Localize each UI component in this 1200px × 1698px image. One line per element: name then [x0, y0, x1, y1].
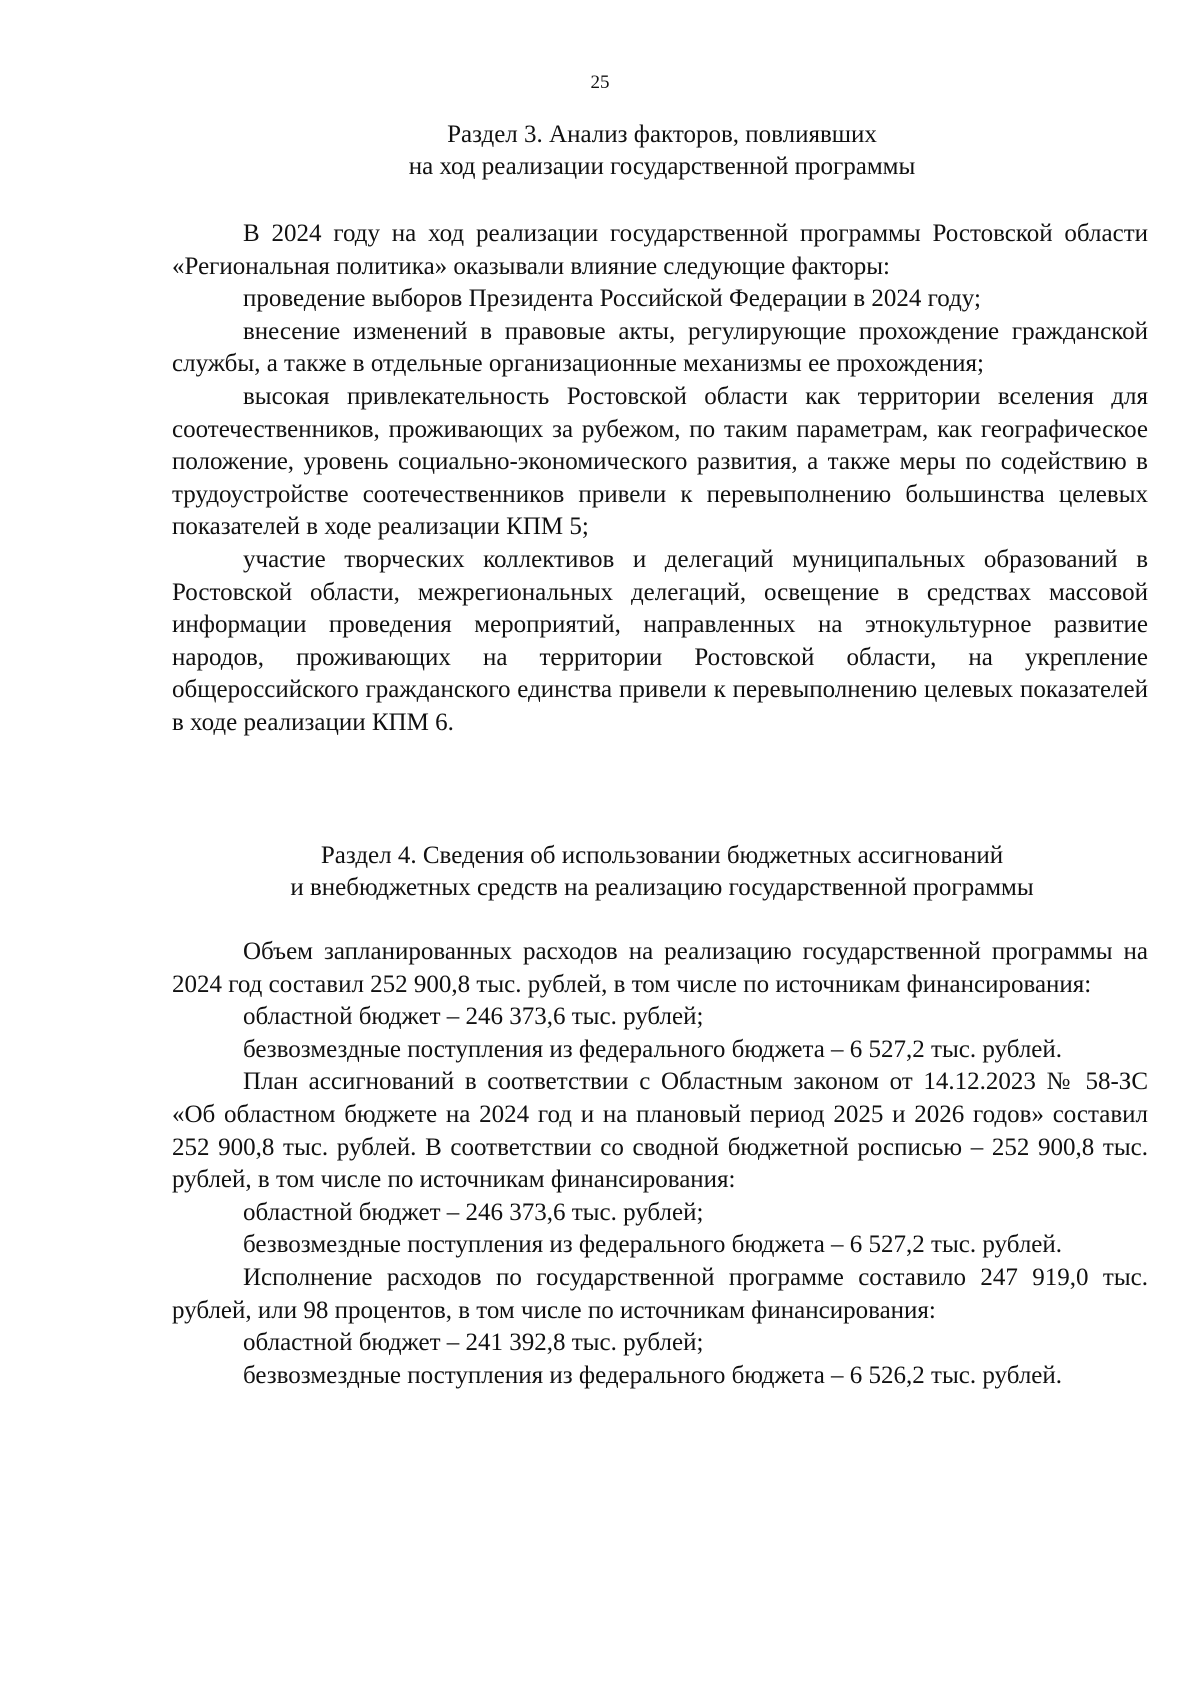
section-3-paragraph-elections: проведение выборов Президента Российской Федерации в 2024 году;	[243, 285, 981, 313]
page-number: 25	[590, 72, 610, 93]
section-4-paragraph-allocation-plan: План ассигнований в соответствии с Областным законом от 14.12.2023 № 58-ЗС «Об областном бюджете на 2024 год и на плановый период 2025 и 2026 годов» составил 252 900,8 тыс. рублей. В соответствии со сводной бюджетной росписью – 252 900,8 тыс. рублей, в том числе по источникам финансирования:	[172, 1068, 1148, 1194]
section-4-body	[172, 936, 1148, 1392]
section-4-heading	[172, 840, 1152, 904]
section-3-paragraph-compatriots: высокая привлекательность Ростовской области как территории вселения для соотечественников, проживающих за рубежом, по таким параметрам, как географическое положение, уровень социально-экономического развития, а также меры по содействию в трудоустройстве соотечественников привели к перевыполнению большинства целевых показателей в ходе реализации КПМ 5;	[172, 382, 1148, 541]
section-4-paragraph-planned-expenses: Объем запланированных расходов на реализацию государственной программы на 2024 год составил 252 900,8 тыс. рублей, в том числе по источникам финансирования:	[172, 938, 1148, 998]
section-3-paragraph-intro: В 2024 году на ход реализации государственной программы Ростовской области «Региональная политика» оказывали влияние следующие факторы:	[172, 220, 1148, 280]
section-3-heading-line-1: Раздел 3. Анализ факторов, повлиявших	[447, 121, 877, 148]
section-4-paragraph-regional-budget: областной бюджет – 246 373,6 тыс. рублей;	[243, 1198, 704, 1226]
section-3-heading	[172, 119, 1152, 183]
section-3-paragraph-legal-changes: внесение изменений в правовые акты, регулирующие прохождение гражданской службы, а также в отдельные организационные механизмы ее прохождения;	[172, 317, 1148, 378]
section-3-paragraph-ethnocultural: участие творческих коллективов и делегаций муниципальных образований в Ростовской области, межрегиональных делегаций, освещение в средствах массовой информации проведения мероприятий, направленных на этнокультурное развитие народов, проживающих на территории Ростовской области, на укрепление общероссийского гражданского единства привели к перевыполнению целевых показателей в ходе реализации КПМ 6.	[172, 545, 1148, 736]
section-3-heading-line-2: на ход реализации государственной программы	[408, 153, 916, 180]
section-4-heading-line-2: и внебюджетных средств на реализацию государственной программы	[290, 874, 1034, 901]
section-3-body	[172, 218, 1148, 740]
section-4-paragraph-execution: Исполнение расходов по государственной программе составило 247 919,0 тыс. рублей, или 98 процентов, в том числе по источникам финансирования:	[172, 1263, 1148, 1324]
section-4-heading-line-1: Раздел 4. Сведения об использовании бюджетных ассигнований	[320, 842, 1004, 869]
section-4-paragraph-regional-budget: областной бюджет – 241 392,8 тыс. рублей;	[243, 1329, 704, 1357]
section-4-paragraph-regional-budget: областной бюджет – 246 373,6 тыс. рублей;	[243, 1003, 704, 1031]
section-4-paragraph-federal-transfers: безвозмездные поступления из федерального бюджета – 6 527,2 тыс. рублей.	[243, 1231, 1063, 1259]
section-4-paragraph-federal-transfers: безвозмездные поступления из федерального бюджета – 6 527,2 тыс. рублей.	[243, 1035, 1063, 1063]
section-4-paragraph-federal-transfers: безвозмездные поступления из федерального бюджета – 6 526,2 тыс. рублей.	[243, 1361, 1063, 1389]
